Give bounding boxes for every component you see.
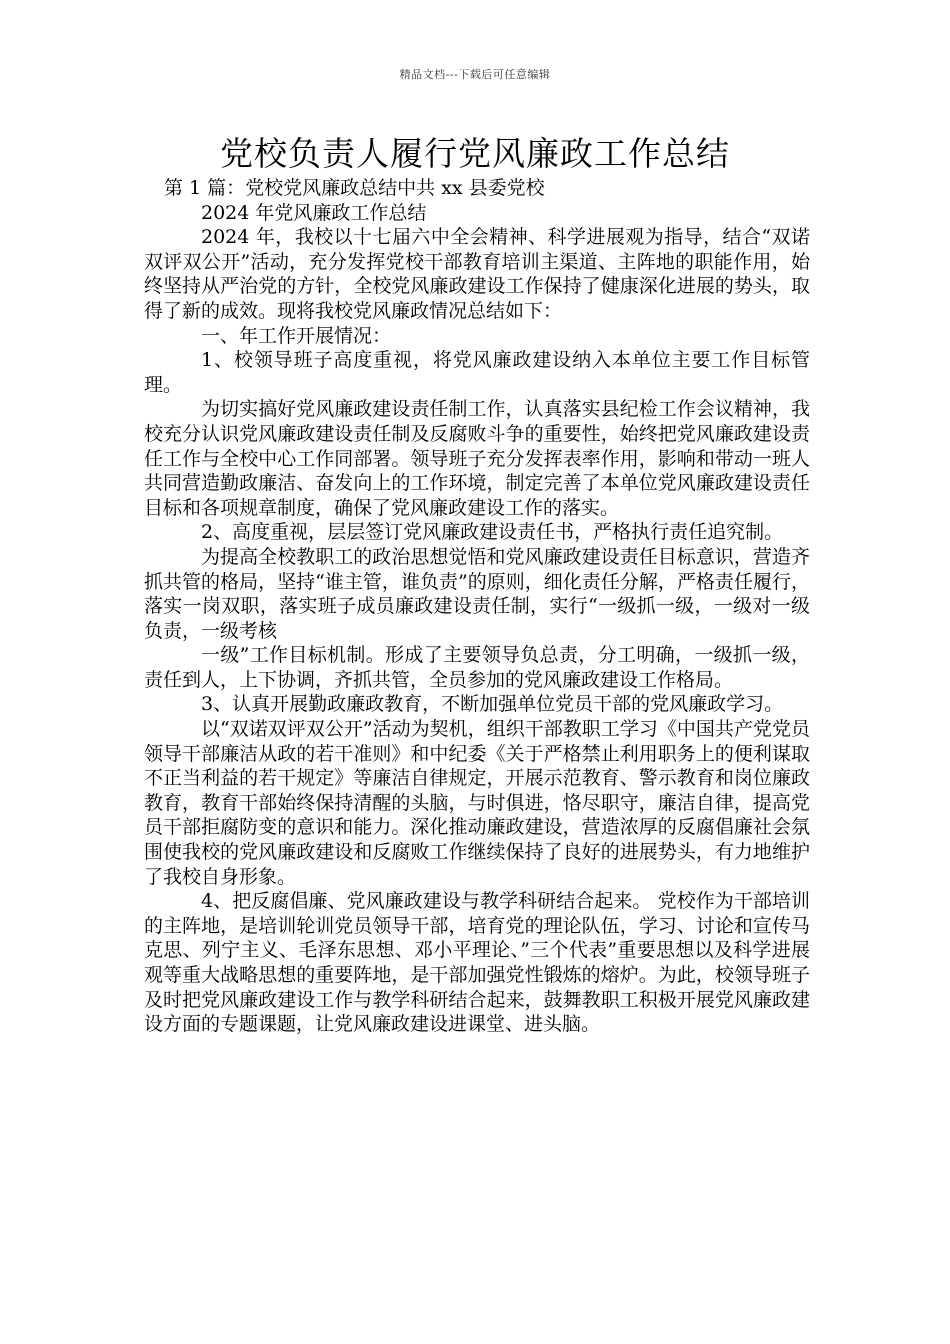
- item-heading-3: 3、认真开展勤政廉政教育，不断加强单位党员干部的党风廉政学习。: [201, 693, 784, 716]
- paragraph-item-2: 为提高全校教职工的政治思想觉悟和党风廉政建设责任目标意识，营造齐抓共管的格局，坚持“谁主管，谁负责”的原则，细化责任分解，严格责任履行，落实一岗双职，落实班子成员廉政建设责任制，实行“一级抓一级，一级对一级负责，一级考核: [144, 545, 810, 642]
- item-heading-2: 2、高度重视，层层签订党风廉政建设责任书，严格执行责任追究制。: [201, 521, 784, 544]
- report-subtitle: 2024 年党风廉政工作总结: [201, 201, 427, 224]
- header-note: 精品文档---下载后可任意编辑: [399, 68, 551, 81]
- item-heading-1: 1、校领导班子高度重视，将党风廉政建设纳入本单位主要工作目标管理。: [144, 349, 810, 396]
- paragraph-item-4: 4、把反腐倡廉、党风廉政建设与教学科研结合起来。 党校作为干部培训的主阵地，是培训轮训党员领导干部，培育党的理论队伍，学习、讨论和宣传马克思、列宁主义、毛泽东思想、邓小平理论、”三个代表”重要思想以及科学进展观等重大战略思想的重要阵地，是干部加强党性锻炼的熔炉。为此，校领导班子及时把党风廉政建设工作与教学科研结合起来，鼓舞教职工积极开展党风廉政建设方面的专题课题，让党风廉政建设进课堂、进头脑。: [144, 890, 810, 1036]
- section-heading: 一、年工作开展情况：: [201, 324, 392, 347]
- paragraph-item-2-continued: 一级”工作目标机制。形成了主要领导负总责，分工明确，一级抓一级，责任到人，上下协调，齐抓共管，全员参加的党风廉政建设工作格局。: [144, 644, 810, 691]
- paragraph-intro: 2024 年，我校以十七届六中全会精神、科学进展观为指导，结合“双诺双评双公开”活动，充分发挥党校干部教育培训主渠道、主阵地的职能作用，始终坚持从严治党的方针，全校党风廉政建设工作保持了健康深化进展的势头，取得了新的成效。现将我校党风廉政情况总结如下：: [144, 226, 810, 322]
- paragraph-item-3: 以“双诺双评双公开”活动为契机，组织干部教职工学习《中国共产党党员领导干部廉洁从政的若干准则》和中纪委《关于严格禁止利用职务上的便利谋取不正当利益的若干规定》等廉洁自律规定，开展示范教育、警示教育和岗位廉政教育，教育干部始终保持清醒的头脑，与时俱进，恪尽职守，廉洁自律，提高党员干部拒腐防变的意识和能力。深化推动廉政建设，营造浓厚的反腐倡廉社会氛围使我校的党风廉政建设和反腐败工作继续保持了良好的进展势头，有力地维护了我校自身形象。: [144, 718, 810, 888]
- document-body: [144, 176, 810, 1037]
- paragraph-item-1: 为切实搞好党风廉政建设责任制工作，认真落实县纪检工作会议精神，我校充分认识党风廉政建设责任制及反腐败斗争的重要性，始终把党风廉政建设责任工作与全校中心工作同部署。领导班子充分发挥表率作用，影响和带动一班人共同营造勤政廉洁、奋发向上的工作环境，制定完善了本单位党风廉政建设责任目标和各项规章制度，确保了党风廉政建设工作的落实。: [144, 398, 810, 519]
- chapter-heading: 第 1 篇：党校党风廉政总结中共 xx 县委党校: [164, 177, 545, 199]
- document-title: 党校负责人履行党风廉政工作总结: [220, 134, 730, 173]
